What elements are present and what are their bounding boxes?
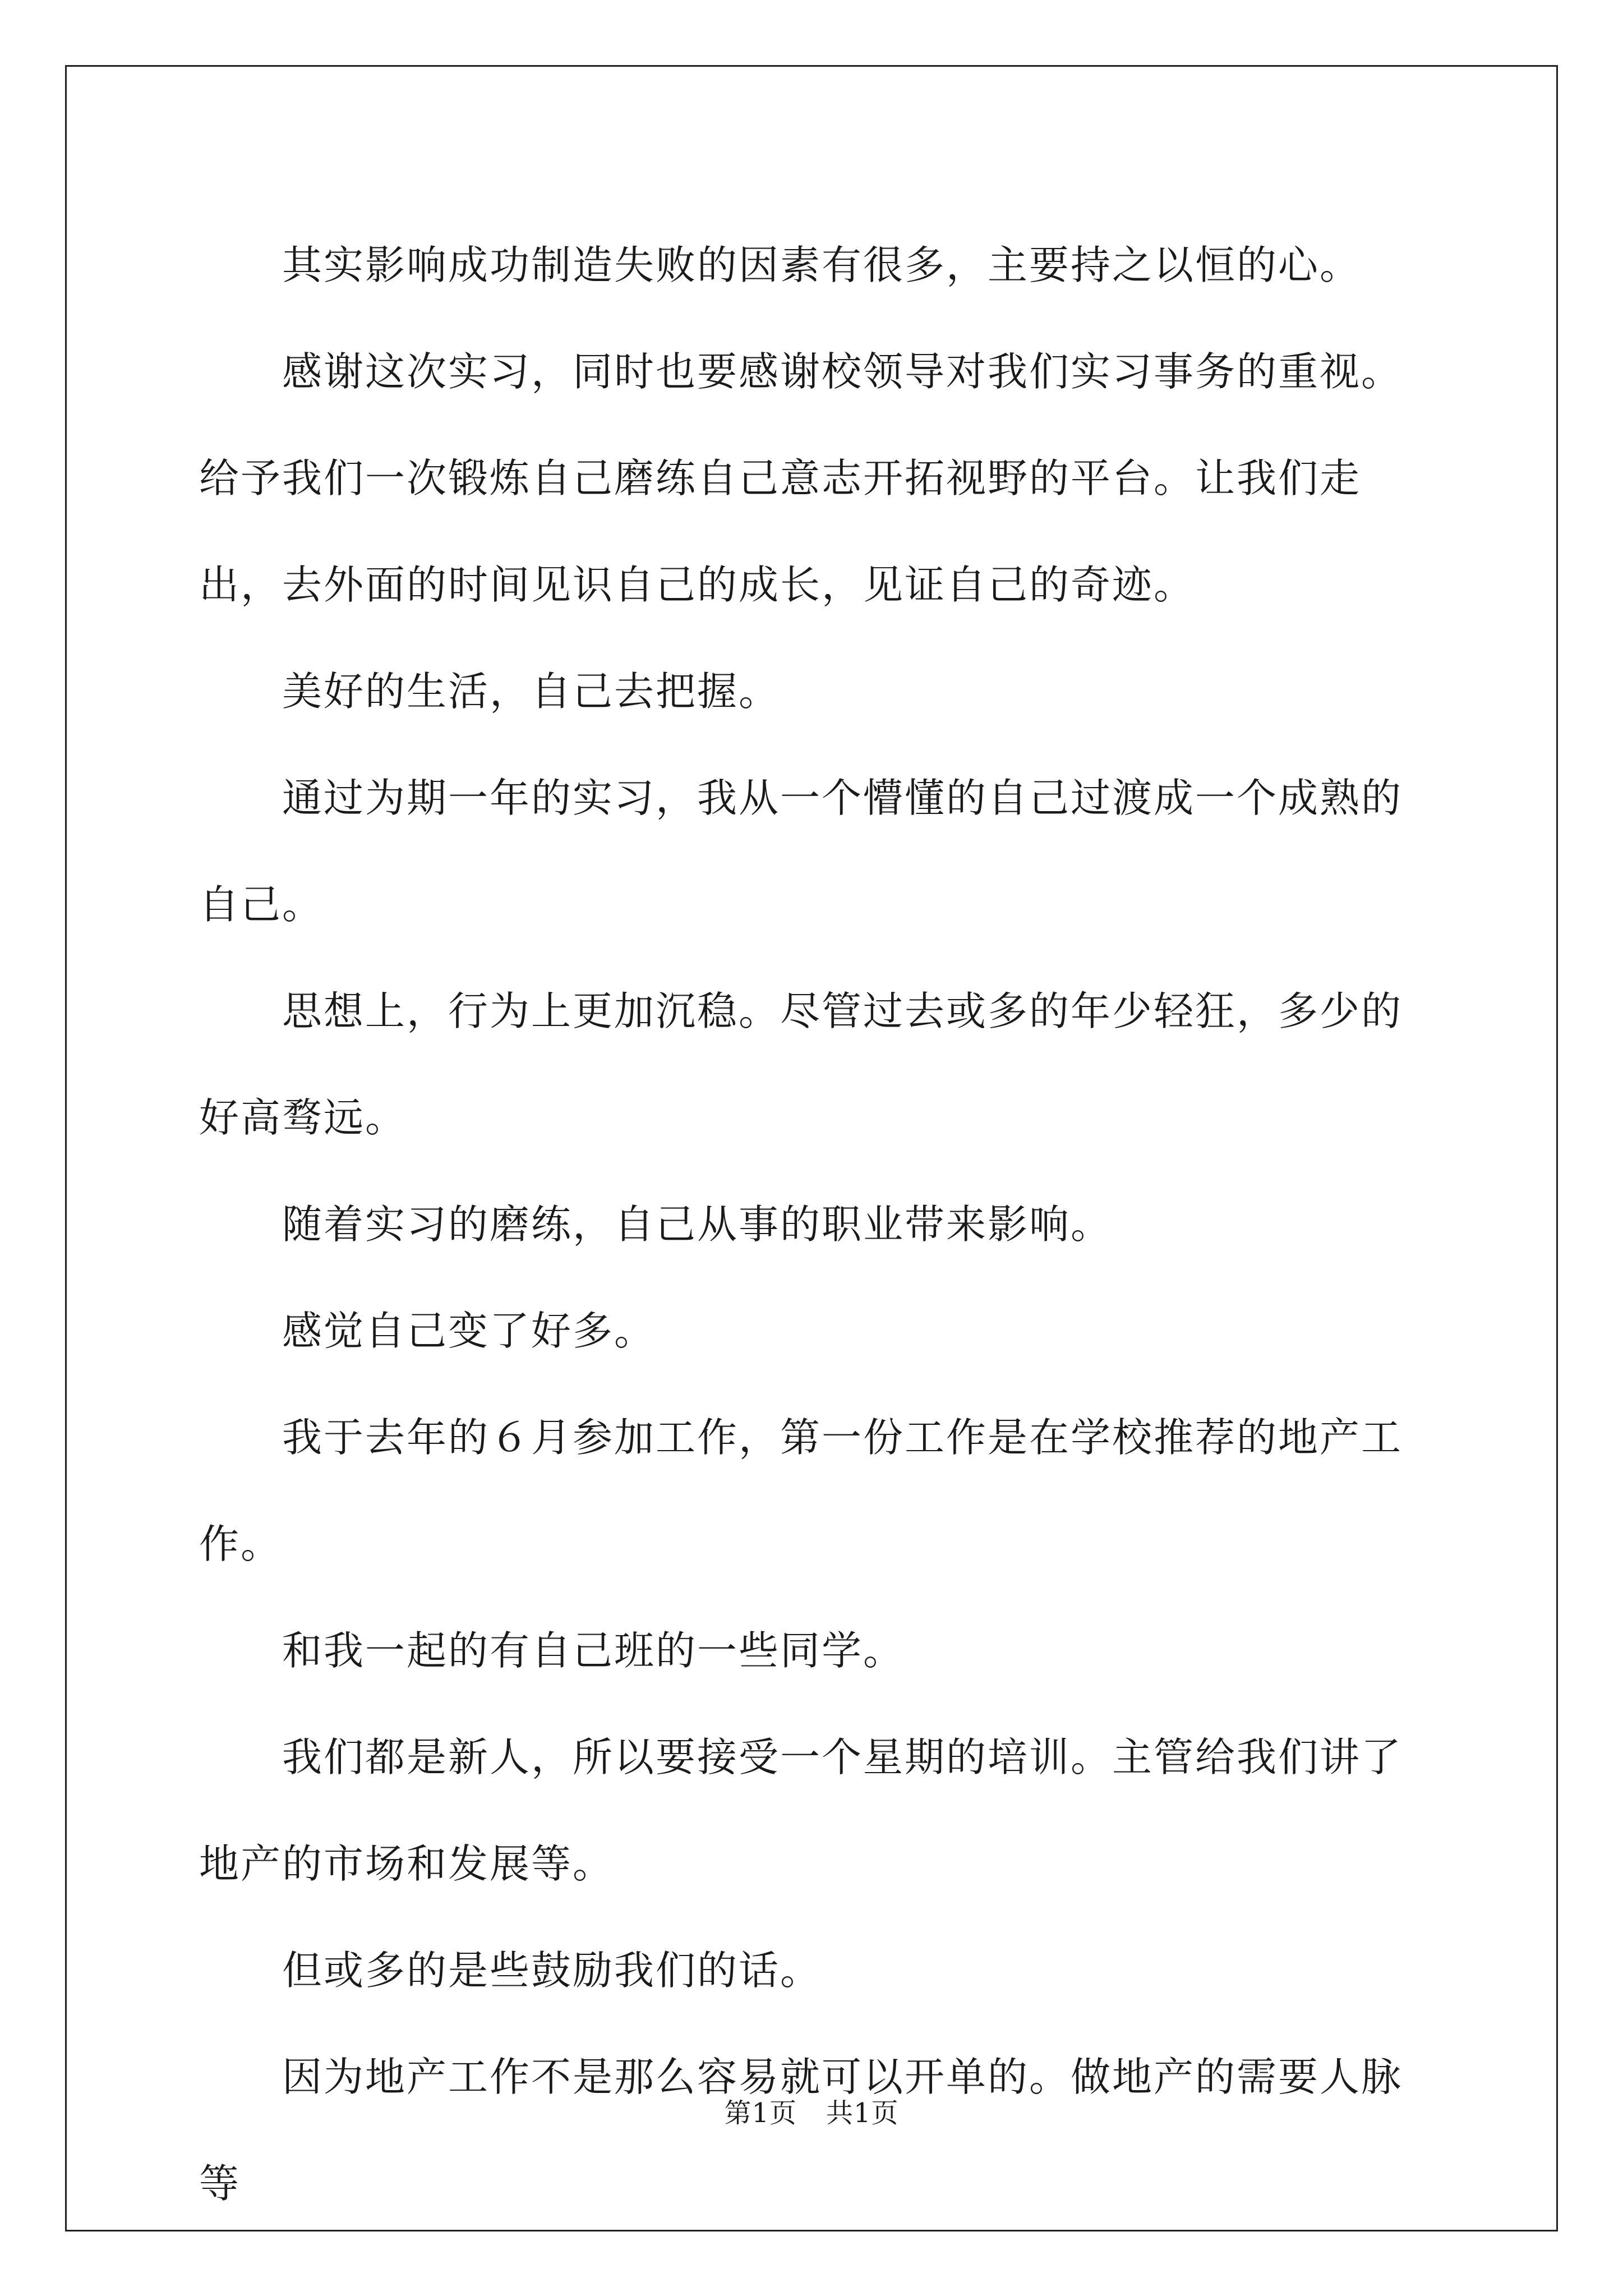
paragraph: 感觉自己变了好多。	[282, 1308, 656, 1354]
paragraph: 和我一起的有自己班的一些同学。	[282, 1627, 905, 1674]
paragraph: 通过为期一年的实习，我从一个懵懂的自己过渡成一个成熟的自己。	[199, 775, 1403, 928]
paragraph: 感谢这次实习，同时也要感谢校领导对我们实习事务的重视。给予我们一次锻炼自己磨练自己意志开拓视野的平台。让我们走出，去外面的时间见识自己的成长，见证自己的奇迹。	[199, 348, 1403, 608]
page-number-total: 共1页	[826, 2097, 899, 2129]
paragraph: 思想上，行为上更加沉稳。尽管过去或多的年少轻狂，多少的好高骛远。	[199, 988, 1403, 1141]
document-body	[199, 212, 1433, 2237]
page-number-current: 第1页	[724, 2097, 797, 2129]
paragraph: 美好的生活，自己去把握。	[282, 668, 781, 715]
page-footer	[0, 2091, 1623, 2130]
paragraph: 随着实习的磨练，自己从事的职业带来影响。	[282, 1201, 1113, 1248]
paragraph: 其实影响成功制造失败的因素有很多，主要持之以恒的心。	[282, 242, 1362, 288]
paragraph: 因为地产工作不是那么容易就可以开单的。做地产的需要人脉等	[199, 2054, 1403, 2207]
paragraph: 我们都是新人，所以要接受一个星期的培训。主管给我们讲了地产的市场和发展等。	[199, 1734, 1403, 1887]
paragraph: 我于去年的６月参加工作，第一份工作是在学校推荐的地产工作。	[199, 1414, 1403, 1567]
paragraph: 但或多的是些鼓励我们的话。	[282, 1947, 822, 1994]
